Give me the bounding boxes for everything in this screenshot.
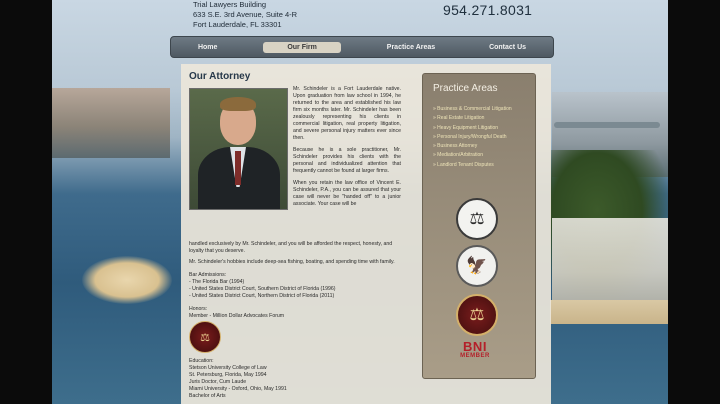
florida-bar-seal-icon: ⚖ — [456, 198, 498, 240]
practice-area-link[interactable]: » Real Estate Litigation — [433, 114, 533, 123]
bio-paragraph: Mr. Schindeler is a Fort Lauderdale native. Upon graduation from law school in 1994, he returned to the area and established his law firm six months later. Mr. Schindeler has been zealously representing his clients in commercial litigation, real property litigation, and severe personal injury matters ever since then. — [293, 86, 401, 141]
honors-label: Honors: — [189, 306, 208, 312]
bni-member-text: MEMBER — [460, 353, 490, 359]
practice-area-link[interactable]: » Business & Commercial Litigation — [433, 105, 533, 114]
education-item: Bachelor of Arts — [189, 393, 226, 399]
practice-area-link[interactable]: » Mediation/Arbitration — [433, 151, 533, 160]
main-navigation — [170, 36, 554, 58]
firm-address-line: 633 S.E. 3rd Avenue, Suite 4-R — [193, 10, 298, 19]
bni-logo-text: BNI — [463, 339, 487, 354]
portrait-hair — [220, 97, 256, 111]
bridge — [554, 122, 660, 128]
city-skyline-left — [52, 88, 170, 158]
education-item: Stetson University College of Law — [189, 365, 267, 371]
education-item: Juris Doctor, Cum Laude — [189, 379, 247, 385]
attorney-portrait — [189, 88, 288, 210]
nav-contact-us[interactable]: Contact Us — [489, 43, 527, 51]
portrait-tie — [235, 151, 241, 185]
education-item: Miami University - Oxford, Ohio, May 1991 — [189, 386, 287, 392]
sidebar-title: Practice Areas — [433, 83, 498, 94]
waterfront-houses — [552, 218, 668, 308]
bio-details — [189, 241, 401, 400]
sandbar — [82, 256, 172, 304]
us-court-seal-icon: 🦅 — [456, 245, 498, 287]
practice-area-link[interactable]: » Personal Injury/Wrongful Death — [433, 133, 533, 142]
practice-areas-list — [433, 105, 533, 170]
bio-paragraph: When you retain the law office of Vincent E. Schindeler, P.A., you can be assured that your case will never be "handed off" to a junior associate. Your case will be — [293, 180, 401, 207]
practice-areas-sidebar — [422, 73, 536, 379]
firm-address-line: Fort Lauderdale, FL 33301 — [193, 20, 282, 29]
beach-strip — [550, 300, 668, 324]
phone-number[interactable]: 954.271.8031 — [443, 2, 533, 18]
education-item: St. Petersburg, Florida, May 1994 — [189, 372, 267, 378]
firm-address — [193, 0, 297, 30]
bio-paragraph: Mr. Schindeler's hobbies include deep-sea fishing, boating, and spending time with family. — [189, 259, 395, 265]
bar-admission-item: - United States District Court, Southern District of Florida (1996) — [189, 286, 336, 292]
bio-intro — [293, 86, 401, 213]
bar-admission-item: - United States District Court, Northern District of Florida (2011) — [189, 293, 335, 299]
education-label: Education: — [189, 358, 214, 364]
practice-area-link[interactable]: » Business Attorney — [433, 142, 533, 151]
practice-area-link[interactable]: » Heavy Equipment Litigation — [433, 124, 533, 133]
bar-admissions-label: Bar Admissions: — [189, 272, 227, 278]
nav-our-firm[interactable]: Our Firm — [263, 42, 341, 53]
bio-paragraph: Because he is a sole practitioner, Mr. Schindeler provides his clients with the personal and individualized attention that frequently cannot be found at larger firms. — [293, 147, 401, 174]
bar-admission-item: - The Florida Bar (1994) — [189, 279, 245, 285]
nav-home[interactable]: Home — [197, 43, 218, 51]
million-dollar-advocates-forum-icon: ⚖ — [456, 294, 498, 336]
bni-member-logo — [455, 340, 495, 359]
practice-area-link[interactable]: » Landlord Tenant Disputes — [433, 161, 533, 170]
firm-address-line: Trial Lawyers Building — [193, 0, 267, 9]
nav-practice-areas[interactable]: Practice Areas — [386, 43, 436, 51]
bio-paragraph: handled exclusively by Mr. Schindeler, and you will be afforded the respect, honesty, and loyalty that you deserve. — [189, 241, 393, 254]
honors-item: Member - Million Dollar Advocates Forum — [189, 313, 285, 319]
page-title: Our Attorney — [189, 71, 251, 82]
million-dollar-advocates-forum-icon: ⚖ — [189, 321, 221, 353]
